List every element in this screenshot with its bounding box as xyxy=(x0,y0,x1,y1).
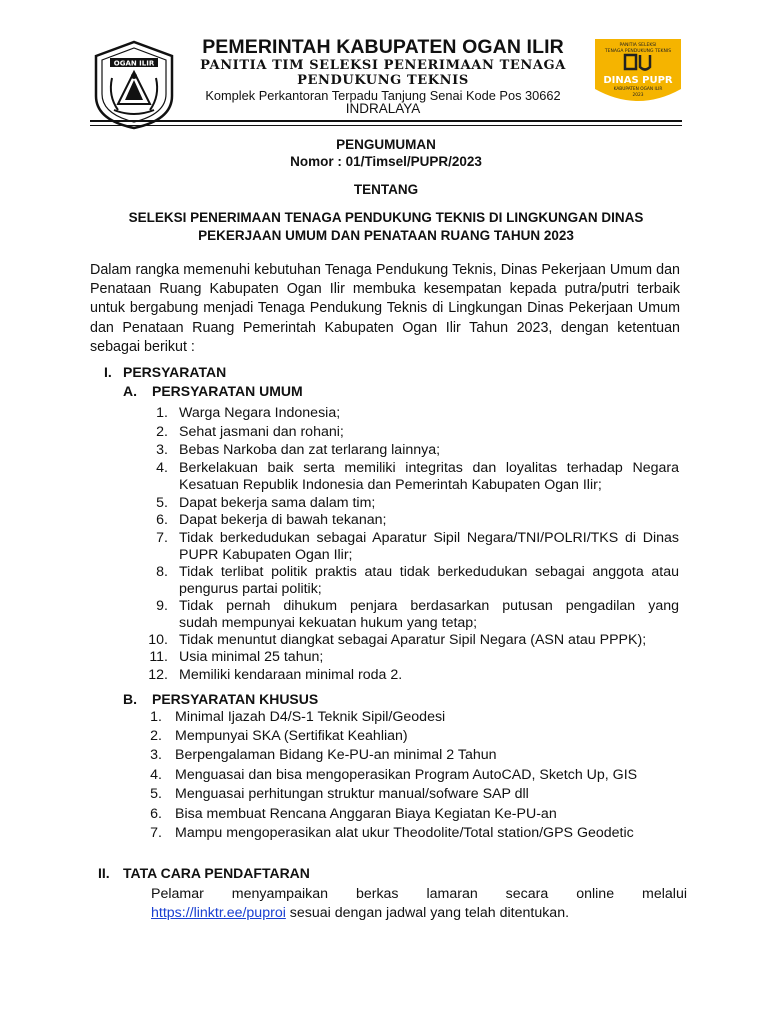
announcement-subject-line1: SELEKSI PENERIMAAN TENAGA PENDUKUNG TEKNIS DI LINGKUNGAN DINAS xyxy=(128,210,644,225)
letterhead-title: PEMERINTAH KABUPATEN OGAN ILIR xyxy=(202,36,564,58)
registration-text-line2 xyxy=(151,905,687,922)
registration-text-line1: Pelamar menyampaikan berkas lamaran secara online melalui xyxy=(151,886,687,902)
svg-text:PANITIA SELEKSI: PANITIA SELEKSI xyxy=(619,43,657,48)
sub-b-number: B. xyxy=(123,691,137,707)
sub-a-number: A. xyxy=(123,383,137,399)
announcement-about: TENTANG xyxy=(353,182,419,197)
section1-number: I. xyxy=(104,364,112,380)
announcement-number: Nomor : 01/Timsel/PUPR/2023 xyxy=(290,154,482,169)
special-requirement-number: 7. xyxy=(150,825,162,841)
general-requirement-number: 10. xyxy=(148,632,168,648)
special-requirement-number: 6. xyxy=(150,806,162,822)
general-requirement-number: 2. xyxy=(156,424,168,440)
general-requirement-text: Bebas Narkoba dan zat terlarang lainnya; xyxy=(179,442,441,458)
general-requirement-text: Usia minimal 25 tahun; xyxy=(179,649,324,665)
section1-title: PERSYARATAN xyxy=(123,364,227,380)
general-requirement-text: Dapat bekerja di bawah tekanan; xyxy=(179,512,387,528)
general-requirement-number: 8. xyxy=(156,564,168,580)
svg-text:KABUPATEN OGAN ILIR: KABUPATEN OGAN ILIR xyxy=(613,87,663,92)
general-requirement-text: Tidak menuntut diangkat sebagai Aparatur Sipil Negara (ASN atau PPPK); xyxy=(179,632,647,648)
special-requirement-text: Bisa membuat Rencana Anggaran Biaya Kegiatan Ke-PU-an xyxy=(175,806,557,822)
special-requirement-number: 3. xyxy=(150,747,162,763)
general-requirement-text: Sehat jasmani dan rohani; xyxy=(179,424,344,440)
general-requirement-text: pengurus partai politik; xyxy=(179,581,322,597)
general-requirement-text: Tidak terlibat politik praktis atau tidak berkedudukan sebagai anggota atau xyxy=(179,564,679,580)
general-requirement-text: Dapat bekerja sama dalam tim; xyxy=(179,495,376,511)
general-requirement-number: 3. xyxy=(156,442,168,458)
general-requirement-number: 1. xyxy=(156,405,168,421)
general-requirement-number: 12. xyxy=(148,667,168,683)
special-requirement-number: 5. xyxy=(150,786,162,802)
ogan-ilir-emblem-logo xyxy=(88,38,180,130)
general-requirement-text: PUPR Kabupaten Ogan Ilir; xyxy=(179,547,353,563)
general-requirement-text: Tidak berkedudukan sebagai Aparatur Sipil Negara/TNI/POLRI/TKS di Dinas xyxy=(179,530,679,546)
special-requirement-text: Menguasai perhitungan struktur manual/sofware SAP dll xyxy=(175,786,529,802)
svg-text:TENAGA PENDUKUNG TEKNIS: TENAGA PENDUKUNG TEKNIS xyxy=(604,49,672,54)
general-requirement-text: sudah mempunyai kekuatan hukum yang tetap; xyxy=(179,615,478,631)
letterhead-thin-rule xyxy=(90,125,682,126)
letterhead-thick-rule xyxy=(90,120,682,122)
general-requirement-number: 9. xyxy=(156,598,168,614)
general-requirement-number: 11. xyxy=(149,649,168,665)
section2-number: II. xyxy=(98,865,110,881)
registration-text-rest: sesuai dengan jadwal yang telah ditentukan. xyxy=(285,905,570,921)
special-requirement-text: Menguasai dan bisa mengoperasikan Program AutoCAD, Sketch Up, GIS xyxy=(175,767,638,783)
registration-link[interactable]: https://linktr.ee/puproi xyxy=(151,905,286,921)
intro-paragraph: Dalam rangka memenuhi kebutuhan Tenaga Pendukung Teknis, Dinas Pekerjaan Umum dan Penataan Ruang Kabupaten Ogan Ilir membuka kesempatan kepada putra/putri terbaik untuk bergabung menjadi Tenaga Pendukung Teknis di Lingkungan Dinas Pekerjaan Umum dan Penataan Ruang Pemerintah Kabupaten Ogan Ilir Tahun 2023, dengan ketentuan sebagai berikut : xyxy=(90,262,680,355)
general-requirement-text: Warga Negara Indonesia; xyxy=(179,405,341,421)
general-requirement-number: 4. xyxy=(156,460,168,476)
special-requirement-text: Mempunyai SKA (Sertifikat Keahlian) xyxy=(175,728,408,744)
general-requirement-text: Kesatuan Republik Indonesia dan Pemerintah Kabupaten Ogan Ilir; xyxy=(179,477,602,493)
letterhead-address: Komplek Perkantoran Terpadu Tanjung Senai Kode Pos 30662 xyxy=(205,88,561,103)
announcement-label: PENGUMUMAN xyxy=(336,137,436,152)
sub-b-title: PERSYARATAN KHUSUS xyxy=(152,691,319,707)
general-requirement-number: 6. xyxy=(156,512,168,528)
svg-text:OGAN ILIR: OGAN ILIR xyxy=(113,59,155,68)
general-requirement-number: 5. xyxy=(156,495,168,511)
svg-text:2023: 2023 xyxy=(632,93,644,98)
general-requirement-text: Memiliki kendaraan minimal roda 2. xyxy=(179,667,403,683)
sub-a-title: PERSYARATAN UMUM xyxy=(152,383,303,399)
special-requirement-number: 1. xyxy=(150,709,162,725)
svg-text:DINAS PUPR: DINAS PUPR xyxy=(603,75,673,86)
special-requirement-text: Mampu mengoperasikan alat ukur Theodolite/Total station/GPS Geodetic xyxy=(175,825,634,841)
general-requirement-text: Tidak pernah dihukum penjara berdasarkan putusan pengadilan yang xyxy=(179,598,679,614)
dinas-pupr-logo xyxy=(592,37,684,111)
special-requirement-number: 2. xyxy=(150,728,162,744)
special-requirement-text: Minimal Ijazah D4/S-1 Teknik Sipil/Geodesi xyxy=(175,709,446,725)
special-requirement-number: 4. xyxy=(150,767,162,783)
announcement-subject-line2: PEKERJAAN UMUM DAN PENATAAN RUANG TAHUN 2023 xyxy=(198,228,574,243)
general-requirement-number: 7. xyxy=(156,530,168,546)
letterhead-city: INDRALAYA xyxy=(345,101,421,116)
special-requirement-text: Berpengalaman Bidang Ke-PU-an minimal 2 Tahun xyxy=(175,747,497,763)
general-requirement-text: Berkelakuan baik serta memiliki integritas dan loyalitas terhadap Negara xyxy=(179,460,679,476)
section2-title: TATA CARA PENDAFTARAN xyxy=(123,865,310,881)
letterhead-subtitle-line2: PENDUKUNG TEKNIS xyxy=(297,73,469,88)
letterhead-subtitle-line1: PANITIA TIM SELEKSI PENERIMAAN TENAGA xyxy=(200,58,566,73)
